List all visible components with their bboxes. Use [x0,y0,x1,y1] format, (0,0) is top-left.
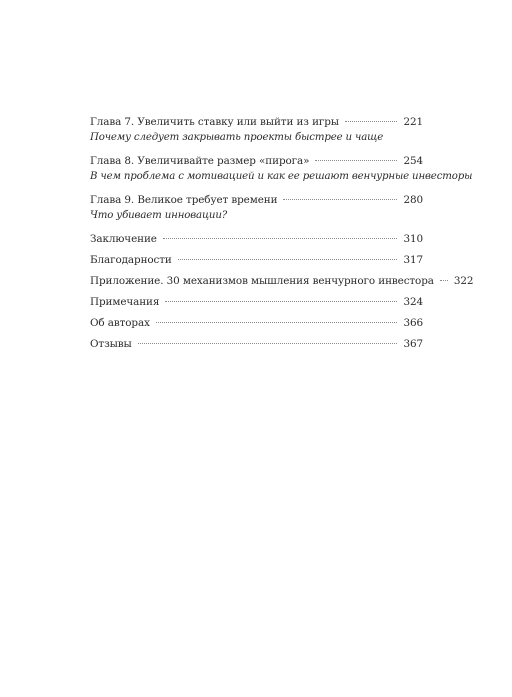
toc-row [90,253,423,268]
toc-title: Заключение [90,233,157,245]
toc-title: Об авторах [90,317,150,329]
dot-leader [283,199,397,200]
page-number: 280 [403,194,423,206]
toc-row [90,337,423,352]
toc-title: Благодарности [90,254,172,266]
dot-leader [315,160,397,161]
toc-entry-conclusion [90,232,423,247]
toc-entry-notes [90,295,423,310]
page-number: 366 [403,317,423,329]
toc-entry-reviews [90,337,423,352]
toc-row [90,295,423,310]
toc-title: Глава 7. Увеличить ставку или выйти из игры [90,116,339,128]
toc-entry-about-authors [90,316,423,331]
toc-row [90,274,474,289]
toc-entry-appendix [90,274,474,289]
toc-entry-chapter-9 [90,193,423,223]
toc-subtitle: Почему следует закрывать проекты быстрее и чаще [90,132,384,143]
toc-subtitle: Что убивает инновации? [90,210,228,221]
toc-title: Приложение. 30 механизмов мышления венчурного инвестора [90,275,434,287]
dot-leader [345,121,397,122]
page-number: 310 [403,233,423,245]
dot-leader [440,280,448,281]
page-number: 322 [453,275,474,287]
dot-leader [163,238,398,239]
toc-row [90,154,423,169]
toc-title: Отзывы [90,338,132,350]
toc-title: Глава 8. Увеличивайте размер «пирога» [90,155,310,167]
dot-leader [138,343,398,344]
toc-entry-chapter-7 [90,115,423,145]
toc-subtitle: В чем проблема с мотивацией и как ее решают венчурные инвесторы [90,171,473,182]
toc-entry-acknowledgements [90,253,423,268]
table-of-contents [90,115,474,352]
page-number: 221 [403,116,423,128]
toc-row [90,193,423,208]
page-number: 254 [403,155,423,167]
page-number: 367 [403,338,423,350]
page-number: 317 [403,254,423,266]
toc-title: Глава 9. Великое требует времени [90,194,278,206]
dot-leader [156,322,398,323]
toc-row [90,115,423,130]
toc-row [90,232,423,247]
toc-entry-chapter-8 [90,154,473,184]
dot-leader [178,259,398,260]
toc-title: Примечания [90,296,160,308]
toc-row [90,316,423,331]
dot-leader [165,301,397,302]
page-number: 324 [403,296,423,308]
